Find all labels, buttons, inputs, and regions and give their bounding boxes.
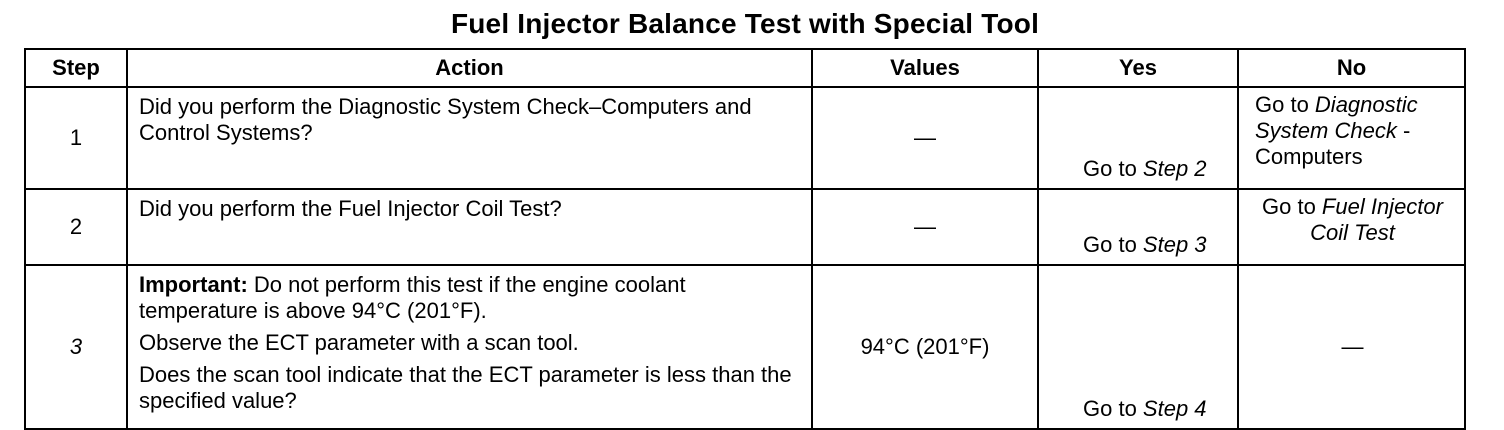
step-number: 2 <box>25 189 127 265</box>
no-cell <box>1238 87 1465 189</box>
yes-cell <box>1038 189 1238 265</box>
action-question: Does the scan tool indicate that the ECT parameter is less than the specified value? <box>139 362 792 413</box>
yes-cell <box>1038 265 1238 429</box>
important-label: Important: <box>139 272 248 297</box>
yes-step-link[interactable]: Step 4 <box>1142 396 1207 421</box>
yes-step-link[interactable]: Step 3 <box>1142 232 1207 257</box>
step-number: 1 <box>25 87 127 189</box>
yes-prefix: Go to <box>1083 232 1143 257</box>
header-yes: Yes <box>1038 49 1238 87</box>
yes-cell <box>1038 87 1238 189</box>
table-row <box>25 189 1465 265</box>
header-no: No <box>1238 49 1465 87</box>
action-text: Did you perform the Fuel Injector Coil Test? <box>139 196 562 221</box>
header-action: Action <box>127 49 812 87</box>
important-note <box>139 272 801 324</box>
no-cell <box>1238 189 1465 265</box>
action-cell <box>127 87 812 189</box>
table-title: Fuel Injector Balance Test with Special Tool <box>450 8 1040 39</box>
action-cell <box>127 189 812 265</box>
action-text: Did you perform the Diagnostic System Check–Computers and Control Systems? <box>139 94 752 145</box>
values-cell: 94°C (201°F) <box>812 265 1038 429</box>
step-number: 3 <box>25 265 127 429</box>
yes-prefix: Go to <box>1083 156 1143 181</box>
values-cell: — <box>812 189 1038 265</box>
yes-prefix: Go to <box>1083 396 1143 421</box>
table-row <box>25 265 1465 429</box>
no-suffix: - Computers <box>1255 118 1411 169</box>
no-prefix: Go to <box>1255 92 1315 117</box>
no-link[interactable]: Diagnostic System Check <box>1255 92 1418 143</box>
important-text: Do not perform this test if the engine coolant temperature is above 94°C (201°F). <box>139 272 686 323</box>
yes-step-link[interactable]: Step 2 <box>1142 156 1207 181</box>
table-row <box>25 87 1465 189</box>
header-step: Step <box>25 49 127 87</box>
no-prefix: Go to <box>1262 194 1322 219</box>
no-cell: — <box>1238 265 1465 429</box>
diagnostic-table <box>24 48 1466 430</box>
values-cell: — <box>812 87 1038 189</box>
action-cell <box>127 265 812 429</box>
action-text: Observe the ECT parameter with a scan tool. <box>139 330 579 355</box>
no-link[interactable]: Fuel Injector Coil Test <box>1310 194 1443 245</box>
header-row <box>25 49 1465 87</box>
header-values: Values <box>812 49 1038 87</box>
